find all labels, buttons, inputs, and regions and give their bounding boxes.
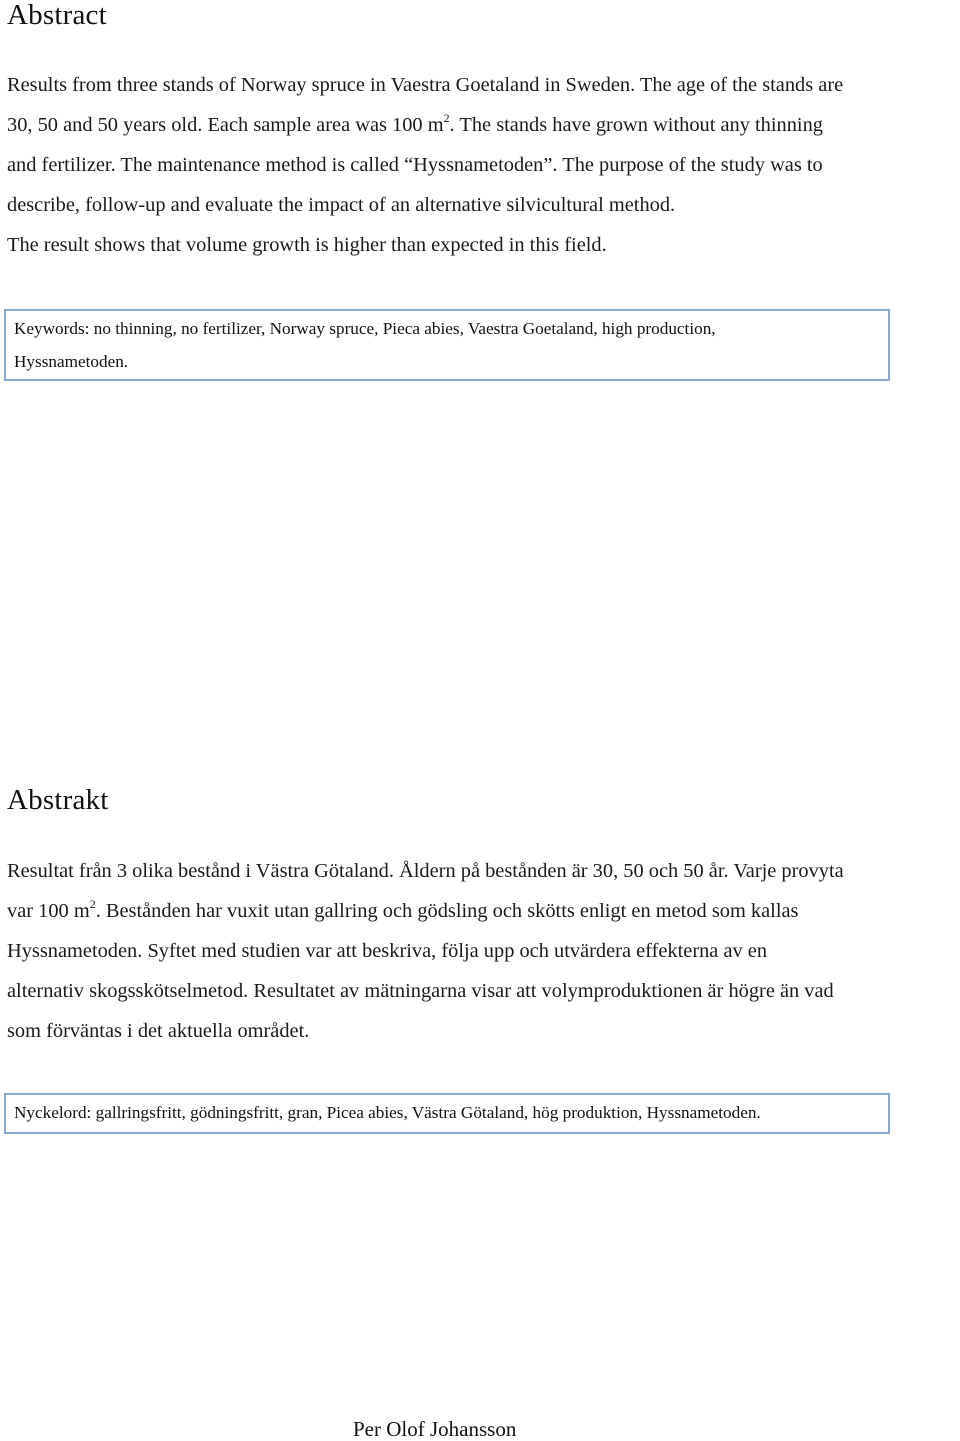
nyckelord-box <box>4 1093 890 1134</box>
abstract-line: describe, follow-up and evaluate the impact of an alternative silvicultural method. <box>7 194 676 216</box>
abstract-line: The result shows that volume growth is higher than expected in this field. <box>7 234 607 256</box>
keywords-line: Keywords: no thinning, no fertilizer, Norway spruce, Pieca abies, Vaestra Goetaland, high production, <box>14 319 716 338</box>
author-name: Per Olof Johansson <box>353 1417 517 1441</box>
abstrakt-heading: Abstrakt <box>7 784 109 816</box>
abstract-line: and fertilizer. The maintenance method is called “Hyssnametoden”. The purpose of the study was to <box>7 154 823 176</box>
abstrakt-line: Hyssnametoden. Syftet med studien var att beskriva, följa upp och utvärdera effekterna av en <box>7 940 768 962</box>
abstrakt-line: som förväntas i det aktuella området. <box>7 1020 310 1042</box>
abstract-body <box>7 65 960 265</box>
abstract-line: 30, 50 and 50 years old. Each sample area was 100 $m^2$. The stands have grown without any thinning <box>7 111 823 136</box>
abstract-line: Results from three stands of Norway spruce in Vaestra Goetaland in Sweden. The age of the stands are <box>7 74 844 96</box>
superscript: 2 <box>443 111 450 125</box>
keywords-box <box>4 309 890 381</box>
abstrakt-body <box>7 851 960 1051</box>
abstract-heading: Abstract <box>7 0 107 31</box>
superscript: 2 <box>89 897 96 911</box>
nyckelord-line: Nyckelord: gallringsfritt, gödningsfritt, gran, Picea abies, Västra Götaland, hög produktion, Hyssnametoden. <box>14 1103 761 1122</box>
abstrakt-line: var 100 $m^2$. Bestånden har vuxit utan gallring och gödsling och skötts enligt en metod som kallas <box>7 897 799 922</box>
abstrakt-line: Resultat från 3 olika bestånd i Västra Götaland. Åldern på bestånden är 30, 50 och 50 år. Varje provyta <box>7 860 844 882</box>
keywords-line: Hyssnametoden. <box>14 352 129 371</box>
abstrakt-line: alternativ skogsskötselmetod. Resultatet av mätningarna visar att volymproduktionen är högre än vad <box>7 980 834 1002</box>
